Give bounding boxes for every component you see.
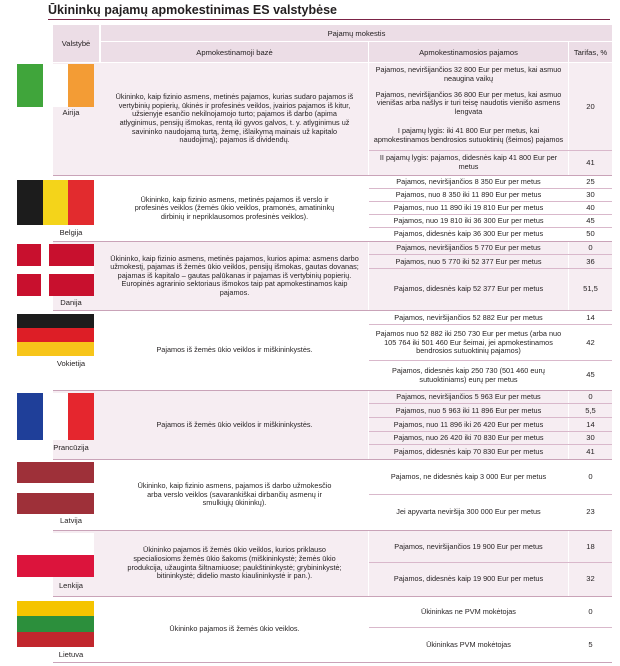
header-valstybe: Valstybė bbox=[53, 25, 99, 62]
base-text-main: Ūkininko, kaip fizinio asmens, metinės pajamos, kurios apima: asmens darbo užmokestį, pajamas iš žemės ūkio veiklos, pensijų išmokas, gautas dovanas; pajamas iš kapitalo – gautas palūkanas ir pajamas iš vertybinių popierių. bbox=[110, 253, 359, 280]
rate-value: 41 bbox=[586, 446, 595, 456]
flag-germany bbox=[17, 314, 94, 356]
flag-poland bbox=[17, 533, 94, 577]
base-text: Ūkininko, kaip fizinio asmens, pajamos iš darbo užmokesčio arba verslo veiklos (savarankiškai dirbančių asmenų ir smulkiųjų ūkininkų). bbox=[137, 481, 332, 508]
base-text: Ūkininko pajamos iš žemės ūkio veiklos. bbox=[169, 624, 300, 634]
income-row: Pajamos, didesnės kaip 19 900 Eur per metus bbox=[393, 574, 544, 584]
rate-value: 23 bbox=[586, 507, 595, 517]
flag-stripe bbox=[17, 601, 94, 616]
rate-value: 41 bbox=[586, 157, 595, 167]
flag-ireland bbox=[17, 64, 94, 107]
flag-stripe bbox=[17, 393, 43, 440]
rate-value: 14 bbox=[586, 419, 595, 429]
country-name: Vokietija bbox=[56, 359, 86, 368]
income-row: Pajamos, nuo 11 890 iki 19 810 Eur per metus bbox=[393, 203, 544, 213]
flag-belgium bbox=[17, 180, 94, 225]
rate-value: 14 bbox=[586, 312, 595, 322]
country-name: Danija bbox=[60, 298, 82, 307]
income-row: Pajamos, nuo 26 420 iki 70 830 Eur per metus bbox=[393, 433, 544, 443]
flag-stripe bbox=[17, 632, 94, 647]
country-name: Lietuva bbox=[58, 650, 84, 659]
flag-stripe bbox=[17, 342, 94, 356]
income-row: Pajamos, neviršijančios 32 800 Eur per metus, kai asmuo neaugina vaikų bbox=[375, 65, 562, 83]
flag-denmark bbox=[17, 244, 94, 296]
income-row: Ūkininkas PVM mokėtojas bbox=[426, 639, 511, 649]
rate-value: 30 bbox=[586, 190, 595, 200]
income-row: Pajamos, didesnės kaip 36 300 Eur per metus bbox=[393, 229, 544, 239]
income-row: Pajamos, ne didesnės kaip 3 000 Eur per metus bbox=[390, 472, 547, 482]
income-row: Ūkininkas ne PVM mokėtojas bbox=[421, 607, 516, 617]
rate-value: 0 bbox=[588, 243, 593, 253]
rate-value: 0 bbox=[588, 607, 593, 617]
base-text-extra: Europinės agrarinio sektoriaus išmokos taip pat apmokestinamos kaip pajamos. bbox=[121, 279, 348, 297]
income-row: Pajamos, didesnės kaip 52 377 Eur per metus bbox=[393, 284, 544, 294]
base-text: Ūkininko pajamos iš žemės ūkio veiklos, kurios priklauso specialiosioms žemės ūkio šakoms (miškininkystė; žemės ūkio produkcija, užauginta šiltnamiuose; paukštininkystė; grybininkystė; bitininkystė; didelio masto kiaulininkystė ir pan.). bbox=[127, 545, 342, 581]
country-name: Airija bbox=[62, 108, 80, 117]
income-row: Pajamos, didesnės kaip 70 830 Eur per metus bbox=[393, 446, 544, 456]
rate-value: 5,5 bbox=[585, 405, 596, 415]
rate-value: 5 bbox=[588, 639, 593, 649]
base-text: Pajamos iš žemės ūkio veiklos ir miškininkystės. bbox=[156, 419, 313, 429]
rate-value: 30 bbox=[586, 433, 595, 443]
flag-stripe bbox=[17, 328, 94, 342]
flag-stripe bbox=[43, 64, 69, 107]
country-name: Lenkija bbox=[58, 581, 84, 590]
flag-france bbox=[17, 393, 94, 440]
flag-cross-horizontal bbox=[17, 266, 94, 274]
income-row: II pajamų lygis: pajamos, didesnės kaip 41 800 Eur per metus bbox=[379, 153, 558, 171]
flag-stripe bbox=[17, 64, 43, 107]
header-apmokestinamoji-baze: Apmokestinamoji bazė bbox=[101, 42, 368, 62]
flag-lithuania bbox=[17, 601, 94, 647]
income-row: Pajamos, neviršijančios 36 800 Eur per metus, kai asmuo vienišas arba našlys ir turi teisę naudotis vienišo asmens lengvata bbox=[375, 89, 562, 116]
flag-stripe bbox=[17, 180, 43, 225]
country-name: Belgija bbox=[59, 228, 83, 237]
base-text: Pajamos iš žemės ūkio veiklos ir miškininkystės. bbox=[156, 345, 313, 355]
flag-stripe bbox=[17, 555, 94, 577]
rate-value: 32 bbox=[586, 574, 595, 584]
flag-stripe bbox=[17, 483, 94, 493]
flag-stripe bbox=[17, 462, 94, 483]
flag-stripe bbox=[17, 616, 94, 631]
income-row: Pajamos, neviršijančios 52 882 Eur per metus bbox=[394, 312, 543, 322]
page-title: Ūkininkų pajamų apmokestinimas ES valstybėse bbox=[48, 3, 338, 17]
rate-value: 45 bbox=[586, 216, 595, 226]
header-tarifas: Tarifas, % bbox=[569, 42, 612, 62]
flag-stripe bbox=[68, 180, 94, 225]
rate-value: 36 bbox=[586, 256, 595, 266]
country-name: Prancūzija bbox=[53, 443, 89, 452]
income-row: Pajamos nuo 52 882 iki 250 730 Eur per metus (arba nuo 105 764 iki 501 460 Eur šeimai, jei apmokestinamos bendrosios sutuoktinių pajamos) bbox=[375, 329, 562, 356]
income-row: Pajamos, neviršijančios 19 900 Eur per metus bbox=[394, 541, 543, 551]
base-text: Ūkininko, kaip fizinio asmens, metinės pajamos iš verslo ir profesinės veiklos (žemės ūkio veiklos, pramonės, amatininkų dirbinių ir nepriklausomos profesinės veiklos). bbox=[134, 194, 335, 221]
income-row: Pajamos, nuo 11 896 iki 26 420 Eur per metus bbox=[393, 419, 544, 429]
flag-stripe bbox=[68, 393, 94, 440]
rate-value: 50 bbox=[586, 229, 595, 239]
base-text: Ūkininko, kaip fizinio asmens, metinės pajamos, kurias sudaro pajamos iš vertybinių popierių, ūkinės ir profesinės veiklos, įvairios pajamos iš kitur, užsienyje esančio nekilnojamojo turto; pajamos iš darbo (apima atlyginimus, pensijų išmokas, rentą iki gyvos galvos, t. y. atlyginimus už savininko naudojamą turtą, žemę, išlaikymą mainais už kapitalo naudojimą); pajamos iš dividendų. bbox=[115, 92, 354, 145]
income-row: Pajamos, nuo 19 810 iki 36 300 Eur per metus bbox=[393, 216, 544, 226]
rate-value: 18 bbox=[586, 541, 595, 551]
income-row: I pajamų lygis: iki 41 800 Eur per metus, kai apmokestinamos bendrosios sutuoktinių (šeimos) pajamos bbox=[373, 125, 564, 144]
income-row: Pajamos, nuo 8 350 iki 11 890 Eur per metus bbox=[395, 190, 542, 200]
flag-stripe bbox=[17, 493, 94, 514]
rate-value: 45 bbox=[586, 370, 595, 380]
flag-stripe bbox=[68, 64, 94, 107]
income-row: Jei apyvarta neviršija 300 000 Eur per metus bbox=[396, 507, 541, 517]
header-pajamu-mokestis: Pajamų mokestis bbox=[101, 25, 612, 41]
income-row: Pajamos, neviršijančios 5 963 Eur per metus bbox=[396, 392, 541, 402]
base-text bbox=[101, 242, 368, 310]
header-apmokestinamosios-pajamos: Apmokestinamosios pajamos bbox=[369, 42, 568, 62]
flag-stripe bbox=[43, 393, 69, 440]
income-row: Pajamos, nuo 5 963 iki 11 896 Eur per metus bbox=[395, 405, 542, 415]
income-row: Pajamos, neviršijančios 5 770 Eur per metus bbox=[396, 243, 541, 253]
rate-value: 20 bbox=[586, 101, 595, 111]
rate-value: 0 bbox=[588, 392, 593, 402]
flag-latvia bbox=[17, 462, 94, 514]
title-rule bbox=[48, 19, 610, 20]
income-row: Pajamos, neviršijančios 8 350 Eur per metus bbox=[396, 177, 541, 187]
rate-value: 0 bbox=[588, 472, 593, 482]
country-name: Latvija bbox=[60, 516, 82, 525]
rate-value: 25 bbox=[586, 177, 595, 187]
rate-value: 51,5 bbox=[583, 284, 598, 294]
income-row: Pajamos, didesnės kaip 250 730 (501 460 eurų sutuoktiniams) eurų per metus bbox=[392, 365, 545, 384]
flag-stripe bbox=[17, 314, 94, 328]
income-row: Pajamos, nuo 5 770 iki 52 377 Eur per metus bbox=[395, 256, 542, 266]
row-separator bbox=[53, 662, 612, 663]
rate-value: 40 bbox=[586, 203, 595, 213]
flag-stripe bbox=[17, 533, 94, 555]
flag-stripe bbox=[43, 180, 69, 225]
rate-value: 42 bbox=[586, 337, 595, 347]
